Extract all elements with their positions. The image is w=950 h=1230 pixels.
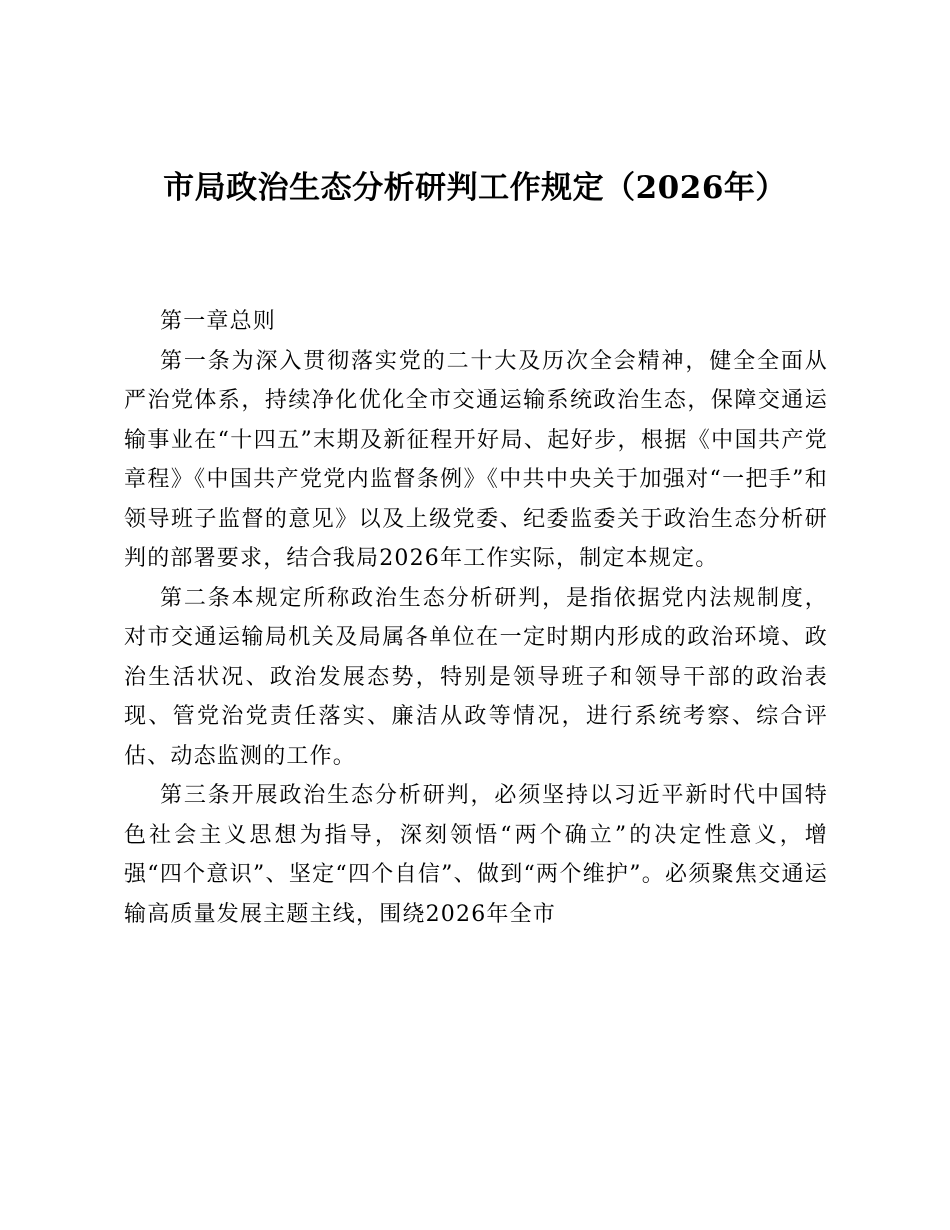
article-1-paragraph: 第一条为深入贯彻落实党的二十大及历次全会精神，健全全面从严治党体系，持续净化优化全市交通运输系统政治生态，保障交通运输事业在“十四五”末期及新征程开好局、起好步，根据《中国共产党章程》《中国共产党党内监督条例》《中共中央关于加强对“一把手”和领导班子监督的意见》以及上级党委、纪委监委关于政治生态分析研判的部署要求，结合我局2026年工作实际，制定本规定。 [124, 348, 828, 571]
chapter-heading: 第一章总则 [160, 309, 277, 334]
document-title: 市局政治生态分析研判工作规定（2026年） [163, 170, 787, 206]
article-2-paragraph: 第二条本规定所称政治生态分析研判，是指依据党内法规制度，对市交通运输局机关及局属各单位在一定时期内形成的政治环境、政治生活状况、政治发展态势，特别是领导班子和领导干部的政治表现、管党治党责任落实、廉洁从政等情况，进行系统考察、综合评估、动态监测的工作。 [124, 585, 828, 769]
article-3-paragraph: 第三条开展政治生态分析研判，必须坚持以习近平新时代中国特色社会主义思想为指导，深刻领悟“两个确立”的决定性意义，增强“四个意识”、坚定“四个自信”、做到“两个维护”。必须聚焦交通运输高质量发展主题主线，围绕2026年全市 [124, 783, 828, 927]
document-body [124, 302, 828, 934]
